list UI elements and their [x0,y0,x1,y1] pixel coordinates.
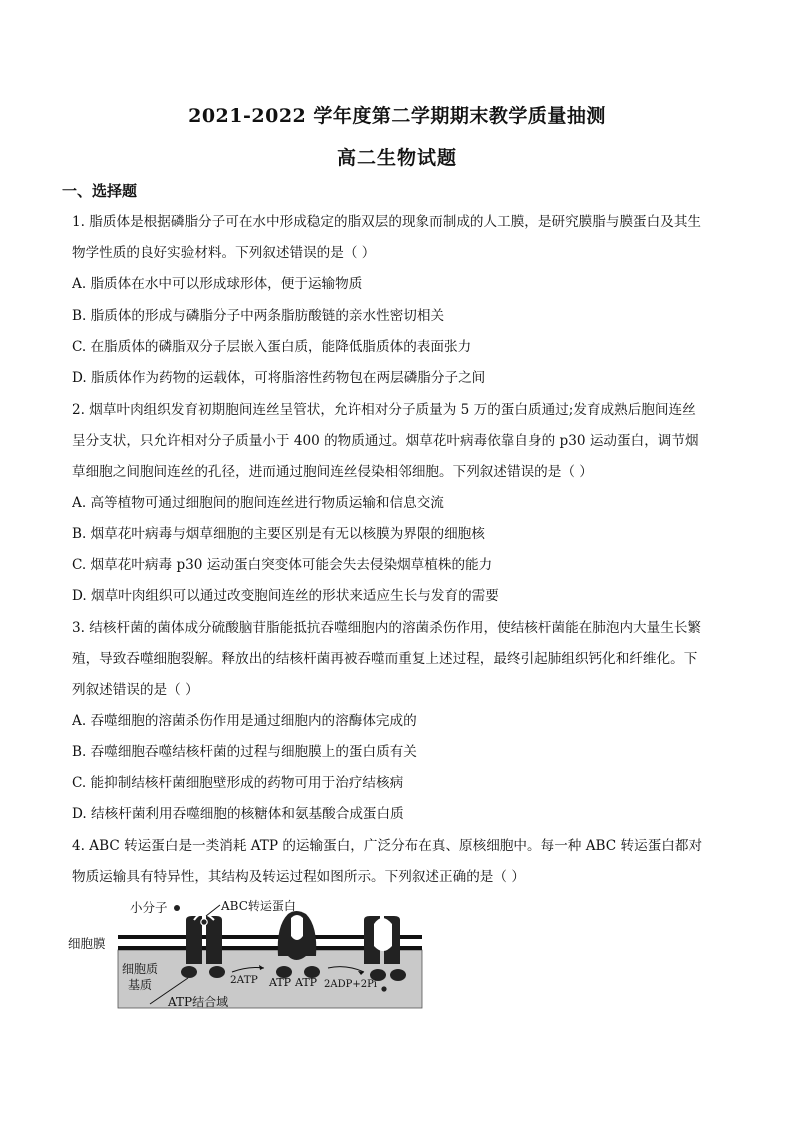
q4-stem-line-2: 物质运输具有特异性，其结构及转运过程如图所示。下列叙述正确的是（ ） [72,869,525,885]
exam-subtitle: 高二生物试题 [336,147,457,169]
q2-stem-line-1: 2. 烟草叶肉组织发育初期胞间连丝呈管状，允许相对分子质量为 5 万的蛋白质通过;发育成熟后胞间连丝 [72,402,696,418]
q4-stem-line-1: 4. ABC 转运蛋白是一类消耗 ATP 的运输蛋白，广泛分布在真、原核细胞中。每一种 ABC 转运蛋白都对 [72,838,703,854]
q3-option-b: B. 吞噬细胞吞噬结核杆菌的过程与细胞膜上的蛋白质有关 [72,744,417,760]
q3-option-c: C. 能抑制结核杆菌细胞壁形成的药物可用于治疗结核病 [72,775,404,791]
label-atp-domain: ATP结合域 [168,995,229,1009]
q2-option-c: C. 烟草花叶病毒 p30 运动蛋白突变体可能会失去侵染烟草植株的能力 [72,557,493,573]
q3-option-a: A. 吞噬细胞的溶菌杀伤作用是通过细胞内的溶酶体完成的 [72,713,417,729]
q1-option-d: D. 脂质体作为药物的运载体，可将脂溶性药物包在两层磷脂分子之间 [72,370,486,386]
q3-stem-line-2: 殖，导致吞噬细胞裂解。释放出的结核杆菌再被吞噬而重复上述过程，最终引起肺组织钙化和纤维化。下 [72,651,698,667]
q1-stem-line-2: 物学性质的良好实验材料。下列叙述错误的是（ ） [72,245,376,261]
label-abc-transporter: ABC转运蛋白 [221,899,296,913]
q3-stem-line-3: 列叙述错误的是（ ） [72,682,199,698]
q2-stem-line-2: 呈分支状，只允许相对分子质量小于 400 的物质通过。烟草花叶病毒依靠自身的 p30 运动蛋白，调节烟 [72,433,699,449]
label-atp-left: ATP [269,976,292,989]
label-atp-right: ATP [295,976,318,989]
q1-stem-line-1: 1. 脂质体是根据磷脂分子可在水中形成稳定的脂双层的现象而制成的人工膜，是研究膜脂与膜蛋白及其生 [72,214,702,230]
label-cell-membrane: 细胞膜 [68,936,106,951]
label-cytoplasm-1: 细胞质 [122,962,159,976]
abc-transporter-diagram [66,896,426,1010]
q3-option-d: D. 结核杆菌利用吞噬细胞的核糖体和氨基酸合成蛋白质 [72,806,404,822]
q1-option-c: C. 在脂质体的磷脂双分子层嵌入蛋白质，能降低脂质体的表面张力 [72,339,472,355]
label-adp-pi: 2ADP+2Pi [324,979,377,990]
q2-option-d: D. 烟草叶肉组织可以通过改变胞间连丝的形状来适应生长与发育的需要 [72,588,499,604]
q3-stem-line-1: 3. 结核杆菌的菌体成分硫酸脑苷脂能抵抗吞噬细胞内的溶菌杀伤作用，使结核杆菌能在肺泡内大量生长繁 [72,620,702,636]
label-small-molecule: 小分子 [130,900,168,915]
q2-option-a: A. 高等植物可通过细胞间的胞间连丝进行物质运输和信息交流 [72,495,444,511]
label-cytoplasm-2: 基质 [128,978,153,992]
exam-title: 2021-2022 学年度第二学期期末教学质量抽测 [188,105,606,127]
q2-stem-line-3: 草细胞之间胞间连丝的孔径，进而通过胞间连丝侵染相邻细胞。下列叙述错误的是（ ） [72,464,593,480]
q1-option-b: B. 脂质体的形成与磷脂分子中两条脂肪酸链的亲水性密切相关 [72,308,445,324]
q2-option-b: B. 烟草花叶病毒与烟草细胞的主要区别是有无以核膜为界限的细胞核 [72,526,485,542]
label-2atp: 2ATP [230,974,258,986]
abc-transporter-figure [66,896,426,1010]
abc-pointer-line [206,905,220,916]
section-heading: 一、选择题 [62,182,138,200]
small-molecule-dot [174,905,180,911]
q1-option-a: A. 脂质体在水中可以形成球形体，便于运输物质 [72,276,363,292]
